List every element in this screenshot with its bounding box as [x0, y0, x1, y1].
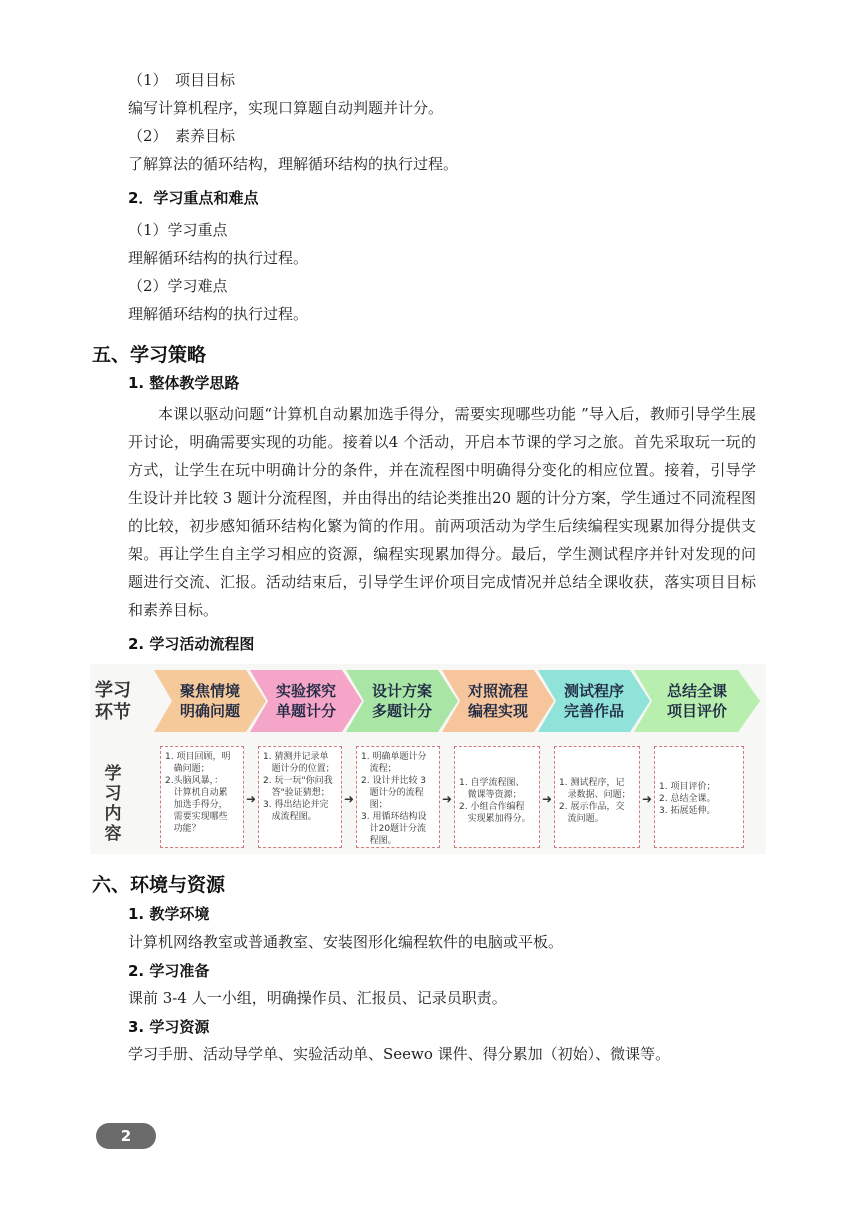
content-line: 录数据、问题；	[559, 790, 631, 800]
goal-item2-title: （2） 素养目标	[128, 127, 236, 145]
content-line: 3. 得出结论并完	[263, 800, 329, 810]
content-line: 1. 自学流程图、	[459, 778, 525, 788]
row-label-stage-line2: 环节	[95, 702, 131, 723]
content-line: 1. 测试程序，记	[559, 778, 625, 788]
stage-line1: 总结全课	[666, 682, 727, 700]
section6-text2: 课前 3-4 人一小组，明确操作员、汇报员、记录员职责。	[128, 989, 507, 1007]
content-box	[160, 746, 244, 848]
focus-title: （1）学习重点	[128, 221, 228, 239]
stage-line2: 完善作品	[563, 702, 624, 720]
section6-sub1: 1. 教学环境	[128, 905, 210, 923]
content-line: 答"验证猜想；	[263, 788, 330, 798]
content-line: 计算机自动累	[165, 788, 228, 798]
content-line: 微课等资源；	[459, 790, 522, 800]
row-label-stage-line1: 学习	[95, 680, 131, 701]
stage-line2: 编程实现	[467, 702, 528, 720]
focus-text: 理解循环结构的执行过程。	[128, 249, 309, 267]
content-box	[356, 746, 440, 848]
stage-line2: 单题计分	[275, 702, 336, 720]
section6-text3: 学习手册、活动导学单、实验活动单、Seewo 课件、得分累加（初始）、微课等。	[128, 1045, 671, 1063]
content-box	[454, 746, 540, 848]
section5-heading: 五、学习策略	[92, 344, 207, 366]
row-label-content-line3: 内	[104, 804, 122, 824]
section6-sub2: 2. 学习准备	[128, 962, 210, 980]
content-line: 程图。	[361, 836, 397, 846]
goal-item1-title: （1） 项目目标	[128, 71, 236, 89]
row-label-content-line1: 学	[104, 764, 122, 784]
difficulty-text: 理解循环结构的执行过程。	[128, 305, 309, 323]
row-label-stage	[90, 680, 136, 724]
content-line: 实现累加得分。	[459, 814, 531, 824]
stage-chevron	[634, 670, 760, 732]
content-line: 2. 总结全课。	[659, 794, 716, 804]
content-line: 1. 项目评价；	[659, 782, 716, 792]
content-line: 题计分的位置；	[263, 764, 335, 774]
activity-flow-chart	[90, 664, 766, 854]
content-line: 成流程图。	[263, 812, 317, 822]
stage-line1: 聚焦情境	[179, 682, 240, 700]
difficulty-title: （2）学习难点	[128, 277, 228, 295]
content-line: 图；	[361, 800, 388, 810]
arrow-right-icon: ➜	[442, 792, 453, 806]
section6-heading: 六、环境与资源	[92, 874, 226, 896]
stage-line1: 设计方案	[371, 682, 432, 700]
stage-line1: 对照流程	[467, 682, 528, 700]
strategy-paragraph: 本课以驱动问题“计算机自动累加选手得分，需要实现哪些功能 ”导入后，教师引导学生展开讨论，明确需要实现的功能。接着以4 个活动，开启本节课的学习之旅。首先采取玩一玩的方式，让学生在玩中明确计分的条件，并在流程图中明确得分变化的相应位置。接着，引导学生设计并比较 3 题计分流程图，并由得出的结论类推出20 题的计分方案，学生通过不同流程图的比较，初步感知循环结构化繁为简的作用。前两项活动为学生后续编程实现累加得分提供支架。再让学生自主学习相应的资源，编程实现累加得分。最后，学生测试程序并针对发现的问题进行交流、汇报。活动结束后，引导学生评价项目完成情况并总结全课收获，落实项目目标和素养目标。	[128, 405, 756, 619]
content-line: 2. 玩一玩"你问我	[263, 776, 333, 786]
stage-line2: 多题计分	[371, 702, 432, 720]
stage-line2: 项目评价	[666, 702, 727, 720]
content-line: 确问题；	[165, 764, 210, 774]
content-line: 流程；	[361, 764, 397, 774]
content-box	[554, 746, 640, 848]
arrow-right-icon: ➜	[542, 792, 553, 806]
page-number: 2	[96, 1123, 156, 1149]
content-box	[258, 746, 342, 848]
content-line: 2. 展示作品，交	[559, 802, 625, 812]
content-line: 加选手得分，	[165, 800, 228, 810]
arrow-right-icon: ➜	[642, 792, 653, 806]
content-line: 3. 拓展延伸。	[659, 806, 716, 816]
content-line: 3. 用循环结构设	[361, 812, 427, 822]
content-box	[654, 746, 744, 848]
section6-sub3: 3. 学习资源	[128, 1018, 210, 1036]
goal-item2-text: 了解算法的循环结构，理解循环结构的执行过程。	[128, 155, 459, 173]
stage-line1: 实验探究	[275, 682, 336, 700]
goal-item1-text: 编写计算机程序，实现口算题自动判题并计分。	[128, 99, 444, 117]
arrow-right-icon: ➜	[344, 792, 355, 806]
stage-line1: 测试程序	[563, 682, 624, 700]
content-line: 2.头脑风暴，：	[165, 776, 224, 786]
section6-text1: 计算机网络教室或普通教室、安装图形化编程软件的电脑或平板。	[128, 933, 564, 951]
section5-sub2: 2. 学习活动流程图	[128, 635, 255, 653]
content-line: 2. 小组合作编程	[459, 802, 525, 812]
key-points-heading: 2．学习重点和难点	[128, 189, 259, 207]
content-line: 1. 猜测并记录单	[263, 752, 329, 762]
content-line: 2. 设计并比较 3	[361, 776, 427, 786]
section5-sub1: 1. 整体教学思路	[128, 374, 240, 392]
arrow-right-icon: ➜	[246, 792, 257, 806]
content-line: 题计分的流程	[361, 788, 424, 798]
row-label-content-line2: 习	[104, 784, 122, 804]
content-line: 需要实现哪些	[165, 812, 228, 822]
content-line: 计20题计分流	[361, 824, 427, 834]
stage-line2: 明确问题	[179, 702, 240, 720]
content-line: 流问题。	[559, 814, 604, 824]
row-label-content	[90, 764, 136, 844]
content-line: 1. 明确单题计分	[361, 752, 427, 762]
content-line: 1. 项目回顾，明	[165, 752, 231, 762]
row-label-content-line4: 容	[104, 824, 122, 844]
content-line: 功能？	[165, 824, 201, 834]
